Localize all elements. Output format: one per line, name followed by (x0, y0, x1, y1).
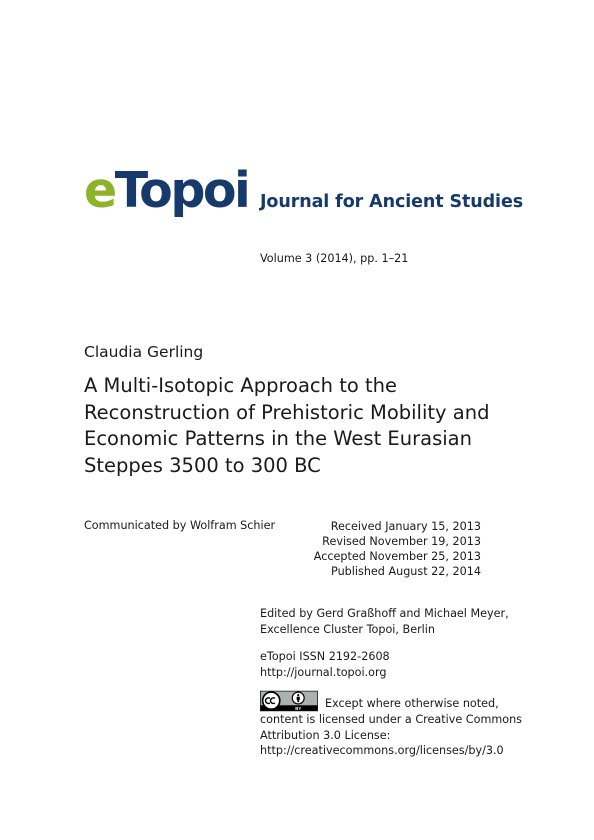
title-line: Reconstruction of Prehistoric Mobility and (84, 400, 490, 424)
logo-letter-e: e (84, 162, 115, 219)
by-icon (292, 692, 304, 704)
editors-block (260, 606, 509, 637)
license-block (260, 690, 522, 759)
license-first-row (260, 690, 522, 712)
title-line: Steppes 3500 to 300 BC (84, 453, 321, 477)
license-first-line: Except where otherwise noted, (325, 696, 499, 710)
license-line: content is licensed under a Creative Commons (260, 713, 522, 726)
badge-by-label: BY (295, 705, 302, 711)
issn-number: eTopoi ISSN 2192-2608 (260, 650, 390, 663)
editors-affiliation: Excellence Cluster Topoi, Berlin (260, 622, 435, 636)
communicated-by: Communicated by Wolfram Schier (84, 519, 276, 532)
license-url[interactable]: http://creativecommons.org/licenses/by/3.0 (260, 744, 504, 757)
cc-by-badge[interactable] (260, 690, 318, 712)
date-received: Received January 15, 2013 (330, 520, 481, 533)
cc-icon (263, 692, 280, 709)
volume-info: Volume 3 (2014), pp. 1–21 (260, 252, 409, 265)
editors-line: Edited by Gerd Graßhoff and Michael Meyer, (260, 607, 509, 620)
date-revised: Revised November 19, 2013 (322, 535, 481, 548)
publication-dates (314, 519, 481, 579)
title-line: A Multi-Isotopic Approach to the (84, 374, 397, 397)
date-published: Published August 22, 2014 (331, 565, 481, 578)
journal-name: Journal for Ancient Studies (260, 192, 524, 212)
etopoi-logo (84, 160, 248, 222)
title-line: Economic Patterns in the West Eurasian (84, 427, 472, 450)
journal-url[interactable]: http://journal.topoi.org (260, 665, 387, 679)
article-title (84, 373, 504, 479)
logo-word-topoi: Topoi (114, 162, 249, 219)
author-name: Claudia Gerling (84, 343, 204, 361)
issn-block (260, 649, 390, 680)
date-accepted: Accepted November 25, 2013 (313, 550, 481, 563)
license-line: Attribution 3.0 License: (260, 728, 391, 742)
